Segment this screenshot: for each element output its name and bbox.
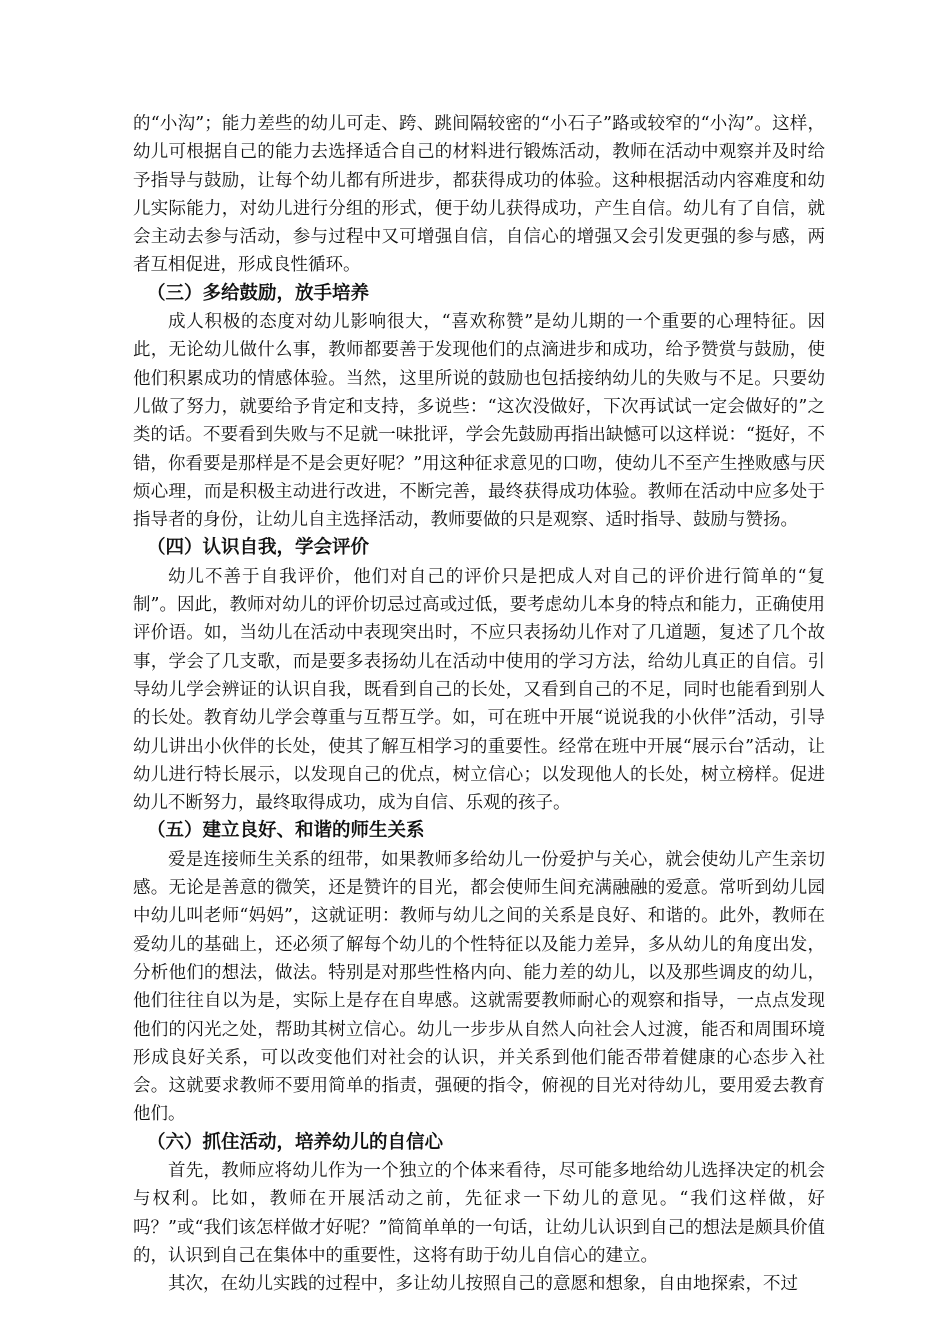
section-6-heading: （六）抓住活动，培养幼儿的自信心 (147, 1131, 444, 1153)
section-3-heading: （三）多给鼓励，放手培养 (147, 282, 370, 304)
intro-paragraph: 的“小沟”；能力差些的幼儿可走、跨、跳间隔较密的“小石子”路或较窄的“小沟”。这样，幼儿可根据自己的能力去选择适合自己的材料进行锻炼活动，教师在活动中观察并及时给予指导与鼓励，让每个幼儿都有所进步，都获得成功的体验。这种根据活动内容难度和幼儿实际能力，对幼儿进行分组的形式，便于幼儿获得成功，产生自信。幼儿有了自信，就会主动去参与活动，参与过程中又可增强自信，自信心的增强又会引发更强的参与感，两者互相促进，形成良性循环。 (133, 114, 825, 276)
section-6-paragraph-2: 其次，在幼儿实践的过程中，多让幼儿按照自己的意愿和想象，自由地探索，不过 (168, 1274, 798, 1295)
section-5-heading: （五）建立良好、和谐的师生关系 (147, 820, 425, 842)
section-6-paragraph-1: 首先，教师应将幼儿作为一个独立的个体来看待，尽可能多地给幼儿选择决定的机会与权利。比如，教师在开展活动之前，先征求一下幼儿的意见。“我们这样做，好吗？”或“我们该怎样做才好呢？”简简单单的一句话，让幼儿认识到自己的想法是颇具价值的，认识到自己在集体中的重要性，这将有助于幼儿自信心的建立。 (133, 1160, 825, 1266)
section-4-heading: （四）认识自我，学会评价 (147, 537, 370, 559)
document-page (133, 110, 825, 1298)
section-4-paragraph: 幼儿不善于自我评价，他们对自己的评价只是把成人对自己的评价进行简单的“复制”。因此，教师对幼儿的评价切忌过高或过低，要考虑幼儿本身的特点和能力，正确使用评价语。如，当幼儿在活动中表现突出时，不应只表扬幼儿作对了几道题，复述了几个故事，学会了几支歌，而是要多表扬幼儿在活动中使用的学习方法，给幼儿真正的自信。引导幼儿学会辨证的认识自我，既看到自己的长处，又看到自己的不足，同时也能看到别人的长处。教育幼儿学会尊重与互帮互学。如，可在班中开展“说说我的小伙伴”活动，引导幼儿讲出小伙伴的长处，使其了解互相学习的重要性。经常在班中开展“展示台”活动，让幼儿进行特长展示，以发现自己的优点，树立信心；以发现他人的长处，树立榜样。促进幼儿不断努力，最终取得成功，成为自信、乐观的孩子。 (133, 566, 825, 814)
section-5-paragraph: 爱是连接师生关系的纽带，如果教师多给幼儿一份爱护与关心，就会使幼儿产生亲切感。无论是善意的微笑，还是赞许的目光，都会使师生间充满融融的爱意。常听到幼儿园中幼儿叫老师“妈妈”，这就证明：教师与幼儿之间的关系是良好、和谐的。此外，教师在爱幼儿的基础上，还必须了解每个幼儿的个性特征以及能力差异，多从幼儿的角度出发，分析他们的想法，做法。特别是对那些性格内向、能力差的幼儿，以及那些调皮的幼儿，他们往往自以为是，实际上是存在自卑感。这就需要教师耐心的观察和指导，一点点发现他们的闪光之处，帮助其树立信心。幼儿一步步从自然人向社会人过渡，能否和周围环境形成良好关系，可以改变他们对社会的认识，并关系到他们能否带着健康的心态步入社会。这就要求教师不要用简单的指责，强硬的指令，俯视的目光对待幼儿，要用爱去教育他们。 (133, 849, 825, 1125)
section-3-paragraph: 成人积极的态度对幼儿影响很大，“喜欢称赞”是幼儿期的一个重要的心理特征。因此，无论幼儿做什么事，教师都要善于发现他们的点滴进步和成功，给予赞赏与鼓励，使他们积累成功的情感体验。当然，这里所说的鼓励也包括接纳幼儿的失败与不足。只要幼儿做了努力，就要给予肯定和支持，多说些：“这次没做好，下次再试试一定会做好的”之类的话。不要看到失败与不足就一味批评，学会先鼓励再指出缺憾可以这样说：“挺好，不错，你看要是那样是不是会更好呢？”用这种征求意见的口吻，使幼儿不至产生挫败感与厌烦心理，而是积极主动进行改进，不断完善，最终获得成功体验。教师在活动中应多处于指导者的身份，让幼儿自主选择活动，教师要做的只是观察、适时指导、鼓励与赞扬。 (133, 312, 825, 531)
